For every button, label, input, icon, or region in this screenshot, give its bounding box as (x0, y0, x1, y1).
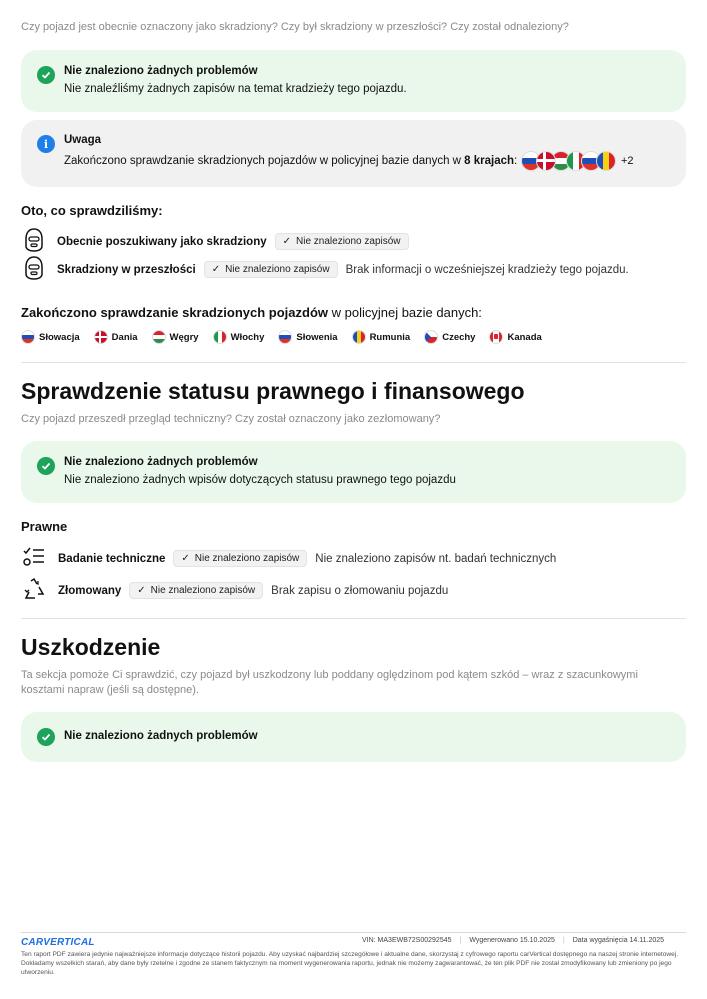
checked-heading: Oto, co sprawdziliśmy: (21, 203, 163, 218)
vin-text: VIN: MA3EWB72S00292545 (362, 937, 452, 944)
check-row-inspection (22, 545, 556, 572)
check-label: Skradziony w przeszłości (57, 263, 196, 276)
flag-icon (94, 330, 108, 344)
status-badge: ✓ Nie znaleziono zapisów (173, 550, 307, 567)
footer-divider (21, 932, 686, 933)
theft-intro: Czy pojazd jest obecnie oznaczony jako skradziony? Czy był skradziony w przeszłości? Czy został odnaleziony? (21, 21, 569, 33)
db-heading: Zakończono sprawdzanie skradzionych pojazdów w policyjnej bazie danych: (21, 305, 482, 320)
note-text: Zakończono sprawdzanie skradzionych pojazdów w policyjnej bazie danych w 8 krajach: (64, 155, 518, 167)
checklist-icon (22, 545, 46, 572)
checkmark-icon: ✓ (282, 236, 292, 247)
country-item: Słowenia (278, 330, 337, 344)
flag-icon (21, 330, 35, 344)
flag-icon (424, 330, 438, 344)
checkmark-icon: ✓ (211, 264, 221, 275)
balaclava-icon (23, 256, 45, 283)
flag-icon (278, 330, 292, 344)
check-row-wanted (23, 228, 409, 255)
check-label: Obecnie poszukiwany jako skradziony (57, 235, 267, 248)
generated-date: Wygenerowano 15.10.2025 (469, 937, 555, 944)
flag-icon (152, 330, 166, 344)
flag-icon (536, 151, 556, 171)
legal-subheading: Prawne (21, 519, 68, 534)
status-badge: ✓ Nie znaleziono zapisów (204, 261, 338, 278)
country-item: Włochy (213, 330, 265, 344)
check-label: Złomowany (58, 584, 122, 597)
flag-icon (213, 330, 227, 344)
legal-ok-text: Nie znaleziono żadnych wpisów dotyczących statusu prawnego tego pojazdu (64, 474, 456, 486)
note-title: Uwaga (64, 134, 102, 146)
damage-ok-title: Nie znaleziono żadnych problemów (64, 730, 258, 742)
check-label: Badanie techniczne (58, 552, 166, 565)
legal-section-title: Sprawdzenie statusu prawnego i finansowego (21, 378, 525, 404)
theft-ok-text: Nie znaleźliśmy żadnych zapisów na temat kradzieży tego pojazdu. (64, 83, 407, 95)
damage-section-title: Uszkodzenie (21, 634, 161, 660)
footer-meta: VIN: MA3EWB72S00292545 | Wygenerowano 15.10.2025 | Data wygaśnięcia 14.11.2025 (362, 937, 665, 944)
country-item: Słowacja (21, 330, 80, 344)
theft-ok-card (21, 50, 686, 112)
legal-ok-card (21, 441, 686, 503)
more-countries-count: +2 (621, 155, 634, 167)
check-note: Brak informacji o wcześniejszej kradzieży tego pojazdu. (345, 263, 629, 276)
legal-intro: Czy pojazd przeszedł przegląd techniczny? Czy został oznaczony jako zezłomowany? (21, 413, 441, 425)
country-item: Czechy (424, 330, 475, 344)
checkmark-icon: ✓ (137, 585, 146, 596)
legal-ok-title: Nie znaleziono żadnych problemów (64, 456, 258, 468)
country-item: Węgry (152, 330, 199, 344)
country-item: Kanada (489, 330, 541, 344)
check-note: Brak zapisu o złomowaniu pojazdu (271, 584, 449, 597)
checkmark-icon: ✓ (181, 553, 190, 564)
footer-disclaimer: Ten raport PDF zawiera jedynie najważniejsze informacje dotyczące historii pojazdu. Aby uzyskać najbardziej szczegółowe i aktualne dane, skorzystaj z cyfrowego raportu carVertical dostępnego na naszej stronie internetowej. Dokładamy wszelkich starań, aby dane były rzetelne i zgodne ze stanem faktycznym na moment wygenerowania raportu, jednak nie możemy zagwarantować, że ten plik PDF nie został zmodyfikowany lub zmieniony po jego utworzeniu. (21, 951, 679, 976)
section-divider (21, 618, 686, 619)
check-row-scrapped (22, 577, 448, 604)
country-item: Rumunia (352, 330, 411, 344)
flag-icon (489, 330, 503, 344)
countries-list (21, 330, 552, 344)
police-db-note-card (21, 120, 686, 187)
balaclava-icon (23, 228, 45, 255)
status-badge: ✓ Nie znaleziono zapisów (129, 582, 263, 599)
section-divider (21, 362, 686, 363)
expiry-date: Data wygaśnięcia 14.11.2025 (572, 937, 665, 944)
theft-ok-title: Nie znaleziono żadnych problemów (64, 65, 258, 77)
recycle-icon (22, 577, 46, 604)
country-flags-stack (521, 151, 616, 171)
check-note: Nie znaleziono zapisów nt. badań technicznych (315, 552, 557, 565)
check-circle-icon (37, 457, 55, 475)
check-row-past-theft (23, 256, 629, 283)
damage-ok-card (21, 712, 686, 762)
check-circle-icon (37, 66, 55, 84)
country-item: Dania (94, 330, 138, 344)
flag-icon (352, 330, 366, 344)
check-circle-icon (37, 728, 55, 746)
info-icon: i (37, 135, 55, 153)
damage-intro: Ta sekcja pomoże Ci sprawdzić, czy pojazd był uszkodzony lub poddany oględzinom pod kątem szkód – wraz z szacunkowymi kosztami napraw (jeśli są dostępne). (21, 669, 638, 696)
status-badge: ✓ Nie znaleziono zapisów (275, 233, 409, 250)
brand-logo: CARVERTICAL (21, 937, 95, 948)
flag-icon (596, 151, 616, 171)
